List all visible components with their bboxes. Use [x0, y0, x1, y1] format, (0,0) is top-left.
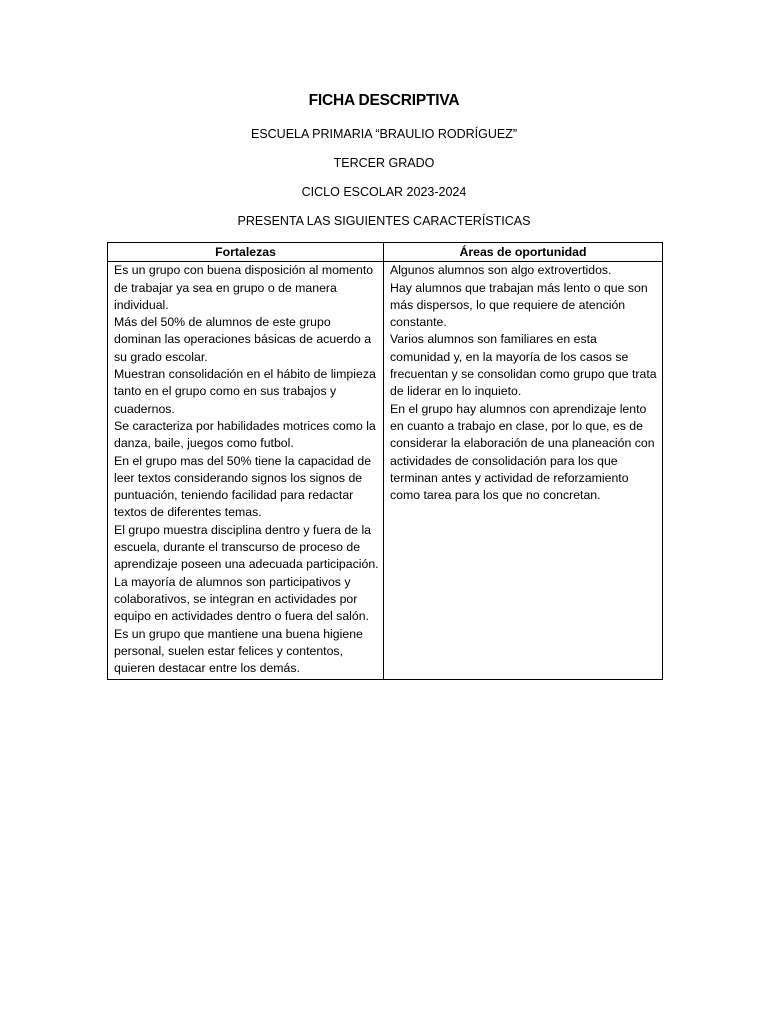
area-item: En el grupo hay alumnos con aprendizaje lento en cuanto a trabajo en clase, por lo que, es de considerar la elaboración de una planeación con actividades de consolidación para los que terminan antes y actividad de reforzamiento como tarea para los que no concretan. [390, 401, 655, 503]
area-item: Algunos alumnos son algo extrovertidos. [390, 263, 612, 278]
school-name: ESCUELA PRIMARIA “BRAULIO RODRÍGUEZ” [250, 127, 518, 141]
intro-line: PRESENTA LAS SIGUIENTES CARACTERÍSTICAS [237, 214, 531, 228]
fortaleza-item: Es un grupo que mantiene una buena higiene personal, suelen estar felices y contentos, quieren destacar entre los demás. [114, 626, 363, 676]
fortaleza-item: Se caracteriza por habilidades motrices como la danza, baile, juegos como futbol. [114, 418, 376, 451]
characteristics-table [107, 242, 663, 680]
fortaleza-item: En el grupo mas del 50% tiene la capacidad de leer textos considerando signos los signos de puntuación, teniendo facilidad para redactar textos de diferentes temas. [114, 453, 372, 520]
fortaleza-item: Muestran consolidación en el hábito de limpieza tanto en el grupo como en sus trabajos y cuadernos. [114, 367, 376, 416]
table-header-row [108, 243, 663, 262]
area-item: Varios alumnos son familiares en esta comunidad y, en la mayoría de los casos se frecuentan y se consolidan como grupo que trata de liderar en lo inquieto. [390, 332, 657, 399]
fortaleza-item: Es un grupo con buena disposición al momento de trabajar ya sea en grupo o de manera individual. [114, 263, 374, 312]
fortaleza-item: La mayoría de alumnos son participativos y colaborativos, se integran en actividades por equipo en actividades dentro o fuera del salón. [114, 574, 369, 624]
fortalezas-cell [108, 262, 384, 680]
header-fortalezas: Fortalezas [108, 243, 384, 262]
grade-label: TERCER GRADO [333, 156, 435, 170]
area-item: Hay alumnos que trabajan más lento o que son más dispersos, lo que requiere de atención constante. [390, 280, 648, 330]
school-cycle: CICLO ESCOLAR 2023-2024 [301, 185, 467, 199]
header-areas-de-oportunidad: Áreas de oportunidad [384, 243, 663, 262]
areas-cell [384, 262, 663, 680]
fortaleza-item: Más del 50% de alumnos de este grupo dominan las operaciones básicas de acuerdo a su grado escolar. [114, 315, 372, 364]
document-title: FICHA DESCRIPTIVA [308, 92, 460, 109]
fortaleza-item: El grupo muestra disciplina dentro y fuera de la escuela, durante el transcurso de proceso de aprendizaje poseen una adecuada participación. [114, 522, 379, 572]
table-row [108, 262, 663, 680]
